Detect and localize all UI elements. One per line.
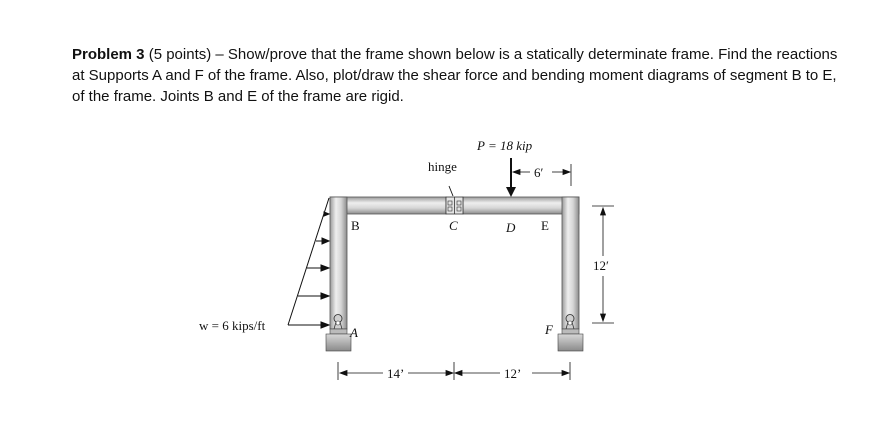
- label-d: D: [506, 220, 516, 235]
- dimension-right-label: 12’: [504, 366, 522, 381]
- hinge-label: hinge: [428, 159, 457, 174]
- column-ab: [330, 197, 347, 329]
- dimension-height-label: 12′: [593, 258, 609, 273]
- label-e: E: [541, 218, 549, 233]
- label-f: F: [545, 322, 553, 337]
- hinge-c: [446, 186, 463, 214]
- dimension-left-label: 14’: [387, 366, 405, 381]
- beam-ce: [463, 197, 579, 214]
- label-a: A: [350, 325, 358, 340]
- load-label: P = 18 kip: [477, 138, 533, 153]
- problem-title: Problem 3: [72, 46, 145, 63]
- dimension-spans: [338, 362, 570, 380]
- dimension-load-label: 6′: [534, 165, 544, 180]
- problem-points: (5 points): [144, 46, 212, 63]
- label-c: C: [449, 218, 458, 233]
- distributed-load: [288, 198, 329, 328]
- frame-members: [330, 197, 579, 329]
- label-b: B: [351, 218, 360, 233]
- distributed-load-label: w = 6 kips/ft: [199, 318, 266, 333]
- column-ef: [562, 197, 579, 329]
- problem-text: – Show/prove that the frame shown below is a statically determinate frame. Find the reactions at Supports A and F of the frame. Also, plot/draw the shear force and bending moment diagrams of segment B to E, of the frame. Joints B and E of the frame are rigid.: [72, 46, 838, 105]
